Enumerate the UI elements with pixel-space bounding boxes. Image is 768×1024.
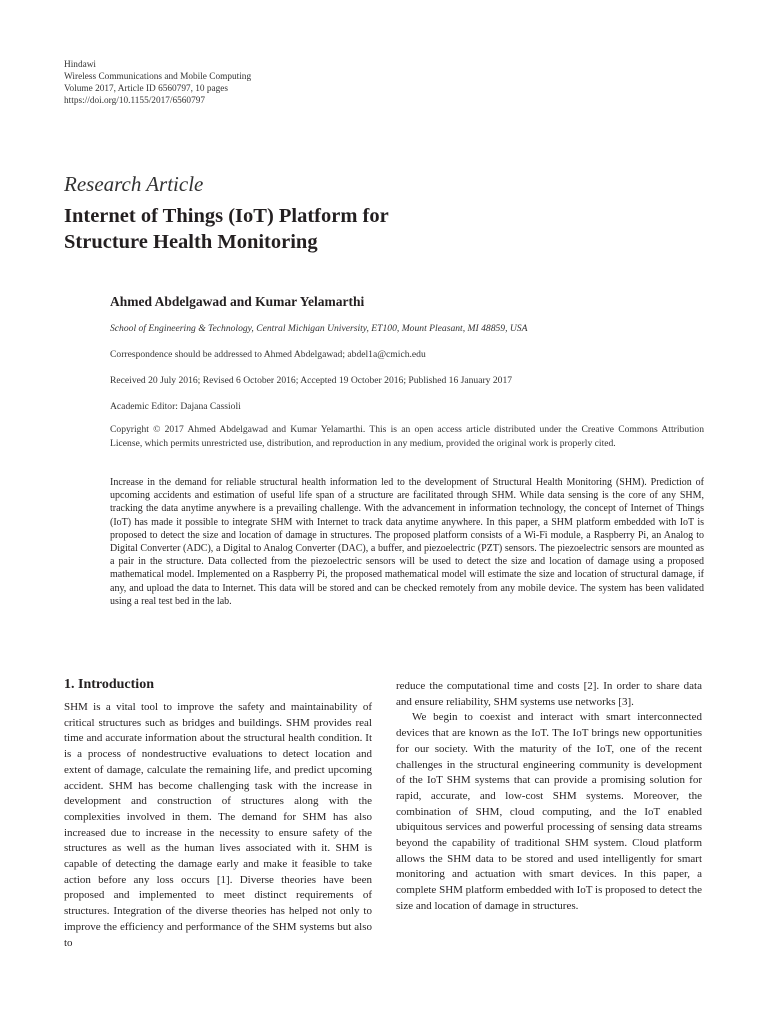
authors: Ahmed Abdelgawad and Kumar Yelamarthi [110,294,365,309]
title-line-2: Structure Health Monitoring [64,231,318,253]
article-type: Research Article [64,172,204,196]
paper-title [64,203,389,255]
volume-info: Volume 2017, Article ID 6560797, 10 pages [64,84,229,94]
correspondence: Correspondence should be addressed to Ahmed Abdelgawad; abdel1a@cmich.edu [110,349,426,360]
body-paragraph: reduce the computational time and costs [2]. In order to share data and ensure reliability, SHM systems use networks [3]. [396,680,702,708]
publisher-name: Hindawi [64,60,97,70]
body-column-left [64,700,372,951]
journal-header [64,59,251,107]
affiliation: School of Engineering & Technology, Central Michigan University, ET100, Mount Pleasant, MI 48859, USA [110,323,528,334]
body-column-right [396,679,702,915]
body-paragraph: SHM is a vital tool to improve the safety and maintainability of critical structures such as bridges and buildings. SHM provides real time and accurate information about the structural health condition. It is a process of nondestructive evaluations to detect location and extent of damage, calculate the remaining life, and predict upcoming accident. SHM has become challenging task with the increase in development and construction of structures along with the complexities involved in them. The demand for SHM has also increased due to increase in the necessity to ensure safety of the structures as well as the human lives associated with it. SHM is capable of detecting the damage early and make it feasible to take action before any loss occurs [1]. Diverse theories have been proposed and implemented to meet distinct requirements of structures. Integration of the diverse theories has helped not only to improve the efficiency and performance of the SHM systems but also to [64,701,372,949]
publication-dates: Received 20 July 2016; Revised 6 October 2016; Accepted 19 October 2016; Published 16 January 2017 [110,375,513,386]
section-heading-introduction: 1. Introduction [64,677,154,692]
abstract: Increase in the demand for reliable structural health information led to the development of Structural Health Monitoring (SHM). Prediction of upcoming accidents and estimation of useful life span of a structure are facilitated through SHM. While data sensing is the core of any SHM, tracking the data anytime anywhere is a prevailing challenge. With the advancement in information technology, the concept of Internet of Things (IoT) has made it possible to integrate SHM with Internet to track data anytime anywhere. In this paper, a SHM platform embedded with IoT is proposed to detect the size and location of damage in structures. The proposed platform consists of a Wi-Fi module, a Raspberry Pi, an Analog to Digital Converter (ADC), a Digital to Analog Converter (DAC), a buffer, and piezoelectric (PZT) sensors. The piezoelectric sensors are mounted as a pair in the structure. Data collected from the piezoelectric sensors will be used to detect the size and location of damage using a proposed mathematical model. Implemented on a Raspberry Pi, the proposed mathematical model will estimate the size and location of structural damage, if any, and upload the data to Internet. This data will be stored and can be checked remotely from any mobile device. The system has been validated using a real test bed in the lab. [110,477,704,607]
journal-name: Wireless Communications and Mobile Computing [64,72,252,82]
academic-editor: Academic Editor: Dajana Cassioli [110,401,241,412]
doi-link[interactable]: https://doi.org/10.1155/2017/6560797 [64,96,206,106]
body-paragraph: We begin to coexist and interact with smart interconnected devices that are known as the IoT. The IoT brings new opportunities for our society. With the maturity of the IoT, one of the recent challenges in the structural engineering community is development of the IoT SHM systems that can provide a promising solution for rapid, accurate, and low-cost SHM systems. Moreover, the combination of SHM, cloud computing, and the IoT enabled ubiquitous services and powerful processing of sensing data streams beyond the capability of traditional SHM system. Cloud platform allows the SHM data to be stored and used intelligently for smart monitoring and actuation with smart devices. In this paper, a complete SHM platform embedded with IoT is proposed to detect the size and location of damage in structures. [396,711,702,912]
title-line-1: Internet of Things (IoT) Platform for [64,205,389,227]
copyright-notice: Copyright © 2017 Ahmed Abdelgawad and Kumar Yelamarthi. This is an open access article distributed under the Creative Commons Attribution License, which permits unrestricted use, distribution, and reproduction in any medium, provided the original work is properly cited. [110,424,704,449]
